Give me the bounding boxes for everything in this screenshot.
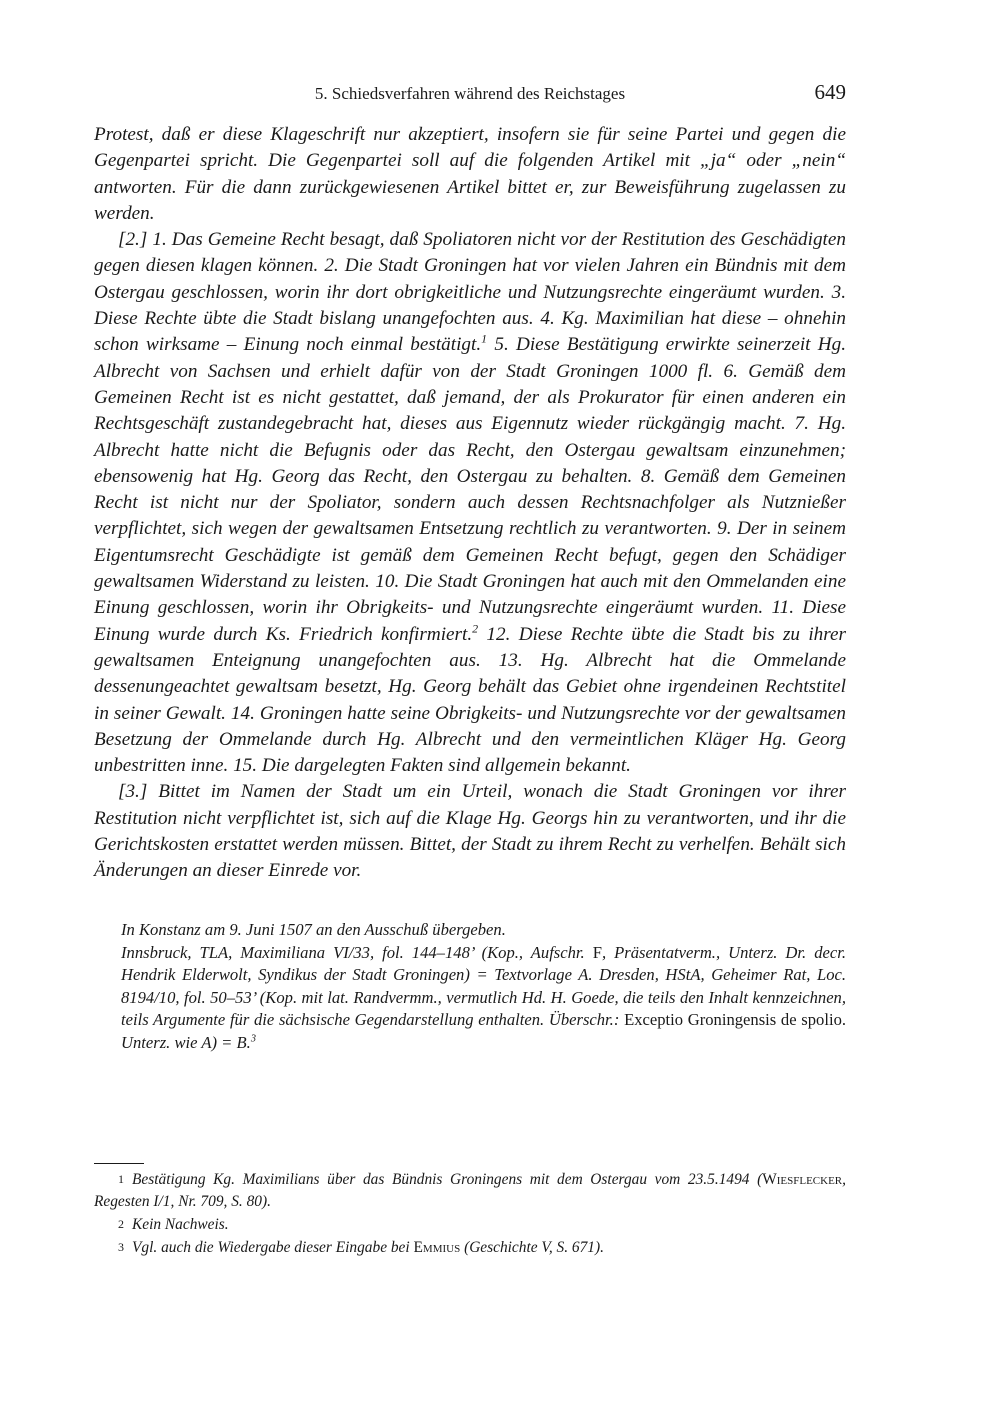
footnote-author: Emmius [413, 1239, 461, 1256]
source-details [121, 942, 846, 1055]
footnote-2 [94, 1213, 846, 1236]
articles-text-3: 12. Diese Rechte übte die Stadt bis zu ihrer gewaltsamen Enteignung unangefochten aus. 13. Hg. Albrecht hat die Ommelande dessenungeachtet gewaltsam besetzt, Hg. Georg behält das Gebiet ohne irgendeinen Rechtstitel in seiner Gewalt. 14. Groningen hatte seine Obrigkeits- und Nutzungsrechte vor der gewaltsamen Besetzung der Ommelande durch Hg. Albrecht und den vermeintlichen Kläger Hg. Georg unbestritten inne. 15. Die dargelegten Fakten sind allgemein bekannt. [94, 623, 846, 777]
main-text [94, 122, 846, 885]
footnote-text: (Geschichte V, S. 671). [460, 1239, 604, 1256]
source-letter: F [592, 942, 602, 962]
footnote-divider [94, 1163, 144, 1164]
paragraph-protest: Protest, daß er diese Klageschrift nur akzeptiert, insofern sie für seine Partei und gegen die Gegenpartei spricht. Die Gegenpartei soll auf die folgenden Artikel mit „ja“ oder „nein“ antworten. Für die dann zurückgewiesenen Artikel bittet er, zur Beweisführung zugelassen zu werden. [94, 124, 846, 224]
articles-text-1: [2.] 1. Das Gemeine Recht besagt, daß Spoliatoren nicht vor der Restitution des Geschädigten gegen diesen klagen können. 2. Die Stadt Groningen hat vor vielen Jahren ein Bündnis mit dem Ostergau geschlossen, worin ihr dort obrigkeitliche und Nutzungsrechte eingeräumt wurden. 3. Diese Rechte übte die Stadt bislang unangefochten aus. 4. Kg. Maximilian hat diese – ohnehin schon wirksame – Einung noch einmal bestätigt. [94, 229, 846, 356]
source-date-line: In Konstanz am 9. Juni 1507 an den Ausschuß übergeben. [121, 920, 506, 939]
source-note [121, 919, 846, 1055]
articles-text-2: 5. Diese Bestätigung erwirkte seinerzeit Hg. Albrecht von Sachsen und erhielt dafür von der Stadt Groningen 1000 fl. 6. Gemäß dem Gemeinen Recht ist es nicht gestattet, daß jemand, der als Prokurator für einen anderen ein Rechtsgeschäft zustandegebracht hat, dieses aus Eigennutz wieder rückgängig macht. 7. Hg. Albrecht hatte nicht die Befugnis oder das Recht, den Ostergau gewaltsam einzunehmen; ebensowenig hat Hg. Georg das Recht, den Ostergau zu behalten. 8. Gemäß dem Gemeinen Recht ist nicht nur der Spoliator, sondern auch dessen Rechtsnachfolger als Nutznießer verpflichtet, sich wegen der gewaltsamen Entsetzung rechtlich zu verantworten. 9. Der in seinem Eigentumsrecht Geschädigte ist gemäß dem Gemeinen Recht befugt, gegen den Schädiger gewaltsamen Widerstand zu leisten. 10. Die Stadt Groningen hat auch mit den Ommelanden eine Einung geschlossen, worin ihr Obrigkeits- und Nutzungsrechte eingeräumt wurden. 11. Diese Einung wurde durch Ks. Friedrich konfirmiert. [94, 334, 846, 645]
footnote-3 [94, 1236, 846, 1259]
paragraph-petition: [3.] Bittet im Namen der Stadt um ein Urteil, wonach die Stadt Groningen vor ihrer Restitution nicht verpflichtet ist, sich auf die Klage Hg. Georgs hin zu verantworten, und ihr die Gerichtskosten erstattet werden müssen. Bittet, der Stadt zu ihrem Recht zu verhelfen. Behält sich Änderungen an dieser Einrede vor. [94, 781, 846, 882]
footnote-ref-2[interactable]: 2 [472, 621, 479, 636]
footnote-number: 1 [118, 1172, 124, 1186]
footnote-ref-1[interactable]: 1 [481, 331, 488, 346]
running-head: 5. Schiedsverfahren während des Reichstages [314, 84, 626, 103]
source-text-3: Unterz. wie A) = B. [121, 1032, 251, 1052]
footnote-author: Wiesflecker [762, 1171, 843, 1188]
footnote-text: , Regesten I/1, Nr. 709, S. 80). [94, 1171, 846, 1210]
footnote-text: Vgl. auch die Wiedergabe dieser Eingabe bei [132, 1239, 414, 1256]
page-header [94, 80, 846, 110]
footnote-ref-3[interactable]: 3 [250, 1033, 256, 1045]
footnote-1 [94, 1168, 846, 1213]
source-text-1: Innsbruck, TLA, Maximiliana VI/33, fol. 144–148’ (Kop., Aufschr. [121, 942, 593, 962]
footnote-text: Kein Nachweis. [132, 1216, 229, 1233]
paragraph-articles [94, 227, 846, 779]
footnote-text: Bestätigung Kg. Maximilians über das Bündnis Groningens mit dem Ostergau vom 23.5.1494 ( [132, 1171, 763, 1188]
source-title: Exceptio Groningensis de spolio. [624, 1010, 847, 1030]
footnote-number: 3 [118, 1240, 124, 1254]
page-number: 649 [814, 80, 846, 104]
source-text-2: , Präsentatverm., Unterz. Dr. decr. Hendrik Elderwolt, Syndikus der Stadt Groningen) = Textvorlage A. Dresden, HStA, Geheimer Rat, Loc. 8194/10, fol. 50–53’ (Kop. mit lat. Randvermm., vermutlich Hd. H. Goede, die teils den Inhalt kennzeichnen, teils Argumente für die sächsische Gegendarstellung enthalten. Überschr.: [121, 942, 846, 1030]
footnotes [94, 1168, 846, 1259]
footnote-number: 2 [118, 1217, 124, 1231]
